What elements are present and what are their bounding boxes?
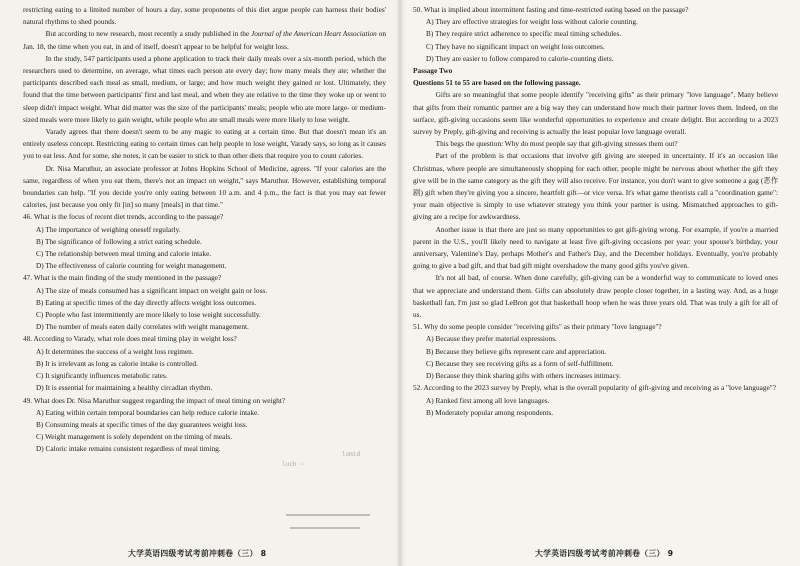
question-stem: 48. According to Varady, what role does meal timing play in weight loss?	[23, 334, 237, 344]
option-a[interactable]: A) Because they prefer material expressions.	[426, 334, 557, 344]
option-b[interactable]: B) Moderately popular among respondents.	[426, 407, 554, 417]
option-a[interactable]: A) Ranked first among all love languages.	[426, 395, 550, 405]
option-c[interactable]: C) They have no significant impact on weight loss outcomes.	[426, 41, 605, 51]
question-48	[23, 333, 386, 394]
option-b[interactable]: B) Consuming meals at specific times of the day guarantees weight loss.	[36, 419, 248, 429]
passage-paragraph: Part of the problem is that occasions that involve gift giving are steeped in uncertainty. If it's an occasion like Christmas, where people are simultaneously shopping for each other, people might be nervous about whether the gift they give will be in the same category as the gift they will also receive. For instance, you don't want to give someone a gag (恶作剧) gift when they're giving you a sincere, heartfelt gift—or vice versa. It's what game theorists call a "coordination game": your main objective is simply to use whatever strategy you think your partner is using. Mismatched approaches to gift-giving are a recipe for awkwardness.	[413, 151, 778, 222]
passage-paragraph: restricting eating to a limited number of hours a day, some proponents of this diet argue people can harness their bodies' natural rhythms to shed pounds.	[23, 5, 386, 27]
right-page	[400, 0, 800, 566]
section-title: Passage Two	[413, 66, 453, 76]
option-c[interactable]: C) Because they see receiving gifts as a form of self-fulfillment.	[426, 358, 614, 368]
passage-paragraph: Dr. Nisa Maruthur, an associate professor at Johns Hopkins School of Medicine, agrees. "If your calories are the same, regardless of when you eat them, there's not an impact on weight," says Maruthur. However, establishing temporal boundaries can help. "If you decide you're only eating between 10 a.m. and 4 p.m., the fact is that you may eat fewer calories, just because you only fit [in] so many [meals] in that time."	[23, 163, 386, 210]
pencil-scribble	[290, 527, 360, 529]
faint-handwriting: luch ~	[282, 461, 304, 468]
option-d[interactable]: D) It is essential for maintaining a healthy circadian rhythm.	[36, 383, 213, 393]
question-51	[413, 321, 778, 382]
passage-paragraph: It's not all bad, of course. When done carefully, gift-giving can be a wonderful way to communicate to loved ones that we appreciate and understand them. Gifts can absolutely draw people closer together, in a lasting way. And, as a huge basketball fan, I'm just so glad LeBron got that basketball hoop when he was three years old. That was truly a gift for all of us.	[413, 273, 778, 320]
question-stem: 51. Why do some people consider "receiving gifts" as their primary "love language"?	[413, 322, 662, 332]
option-c[interactable]: C) The relationship between meal timing and calorie intake.	[36, 249, 212, 259]
passage-paragraph: In the study, 547 participants used a phone application to track their daily meals over a six-month period, which the researchers used to determine, on average, what times each person ate every day; how many meals they ate; whether the participants described each meal as small, medium, or large; and how much weight they gained or lost. Ultimately, they found that the time between participants' first and last meal, and when they ate relative to the time they woke up or went to sleep didn't impact weight. What did matter was the size of the participants' meals; people who ate more large- or medium-sized meals were more likely to gain weight, while people who ate small meals were more likely to lose weight.	[23, 53, 386, 124]
option-c[interactable]: C) It significantly influences metabolic rates.	[36, 371, 168, 381]
passage-paragraph: Varady agrees that there doesn't seem to be any magic to eating at a certain time. But that doesn't mean it's an entirely useless concept. Restricting eating to certain times can help people to lose weight, Varady says, so long as it causes you to eat less. And for some, she notes, it can be easier to stick to than other diets that require you to count calories.	[23, 127, 386, 161]
passage-paragraph: This begs the question: Why do most people say that gift-giving stresses them out?	[435, 139, 678, 149]
question-stem: 52. According to the 2023 survey by Preply, what is the overall popularity of gift-giving and receiving as a "love language"?	[413, 383, 776, 393]
option-a[interactable]: A) The size of meals consumed has a significant impact on weight gain or loss.	[36, 285, 268, 295]
option-d[interactable]: D) The number of meals eaten daily correlates with weight management.	[36, 322, 249, 332]
option-c[interactable]: C) Weight management is solely dependent on the timing of meals.	[36, 432, 233, 442]
question-52	[413, 382, 778, 419]
option-b[interactable]: B) Because they believe gifts represent care and appreciation.	[426, 346, 607, 356]
option-a[interactable]: A) It determines the success of a weight loss regimen.	[36, 346, 194, 356]
question-stem: 49. What does Dr. Nisa Maruthur suggest regarding the impact of meal timing on weight?	[23, 395, 286, 405]
option-c[interactable]: C) People who fast intermittently are more likely to lose weight successfully.	[36, 310, 261, 320]
faint-handwriting: lomid	[342, 451, 361, 458]
question-stem: 47. What is the main finding of the study mentioned in the passage?	[23, 273, 222, 283]
option-b[interactable]: B) It is irrelevant as long as calorie intake is controlled.	[36, 358, 198, 368]
section-instructions: Questions 51 to 55 are based on the following passage.	[413, 78, 581, 88]
question-stem: 46. What is the focus of recent diet trends, according to the passage?	[23, 212, 224, 222]
passage-paragraph: Another issue is that there are just so many opportunities to get gift-giving wrong. For example, if you're a married parent in the U.S., you'll likely need to navigate at least five gift-giving occasions per year: your spouse's birthday, your anniversary, Valentine's Day, perhaps Mother's and Father's Day, and the December holidays. Eventually, you're probably going to give a bad gift, and that bad gift might overshadow the many good gifts you've given.	[413, 224, 778, 271]
question-50	[413, 4, 778, 65]
option-b[interactable]: B) They require strict adherence to specific meal timing schedules.	[426, 29, 622, 39]
pencil-scribble	[286, 514, 370, 516]
option-d[interactable]: D) They are easier to follow compared to calorie-counting diets.	[426, 53, 614, 63]
question-49	[23, 395, 386, 456]
option-a[interactable]: A) The importance of weighing oneself regularly.	[36, 224, 181, 234]
passage-paragraph: Gifts are so meaningful that some people identify "receiving gifts" as their primary "love language". Many believe that gifts from their romantic partner are a big way they can understand how much their partner loves them. Indeed, on the surface, gift-giving occasions seem like wonderful opportunities to experience and create delight. But according to a 2023 survey by Preply, gift-giving and receiving is actually the least popular love language overall.	[413, 90, 778, 137]
page-footer: 大学英语四级考试考前冲刺卷（三） 8	[128, 549, 267, 558]
journal-name: Journal of the American Heart Association	[251, 29, 377, 39]
question-stem: 50. What is implied about intermittent fasting and time-restricted eating based on the passage?	[413, 5, 689, 14]
option-b[interactable]: B) Eating at specific times of the day directly affects weight loss outcomes.	[36, 297, 257, 307]
page-footer: 大学英语四级考试考前冲刺卷（三） 9	[535, 549, 674, 558]
option-a[interactable]: A) Eating within certain temporal boundaries can help reduce calorie intake.	[36, 407, 260, 417]
question-47	[23, 272, 386, 333]
option-b[interactable]: B) The significance of following a strict eating schedule.	[36, 236, 202, 246]
passage-paragraph-journal: But according to new research, most recently a study published in the Journal of the American Heart Association on Jan. 18, the time when you eat, in and of itself, doesn't appear to be helpful for weight loss.	[23, 29, 386, 51]
option-d[interactable]: D) Because they think sharing gifts with others increases intimacy.	[426, 371, 621, 381]
question-46	[23, 211, 386, 272]
option-a[interactable]: A) They are effective strategies for weight loss without calorie counting.	[426, 17, 638, 27]
option-d[interactable]: D) The effectiveness of calorie counting for weight management.	[36, 261, 227, 271]
option-d[interactable]: D) Caloric intake remains consistent regardless of meal timing.	[36, 444, 221, 454]
book-gutter	[396, 0, 406, 566]
